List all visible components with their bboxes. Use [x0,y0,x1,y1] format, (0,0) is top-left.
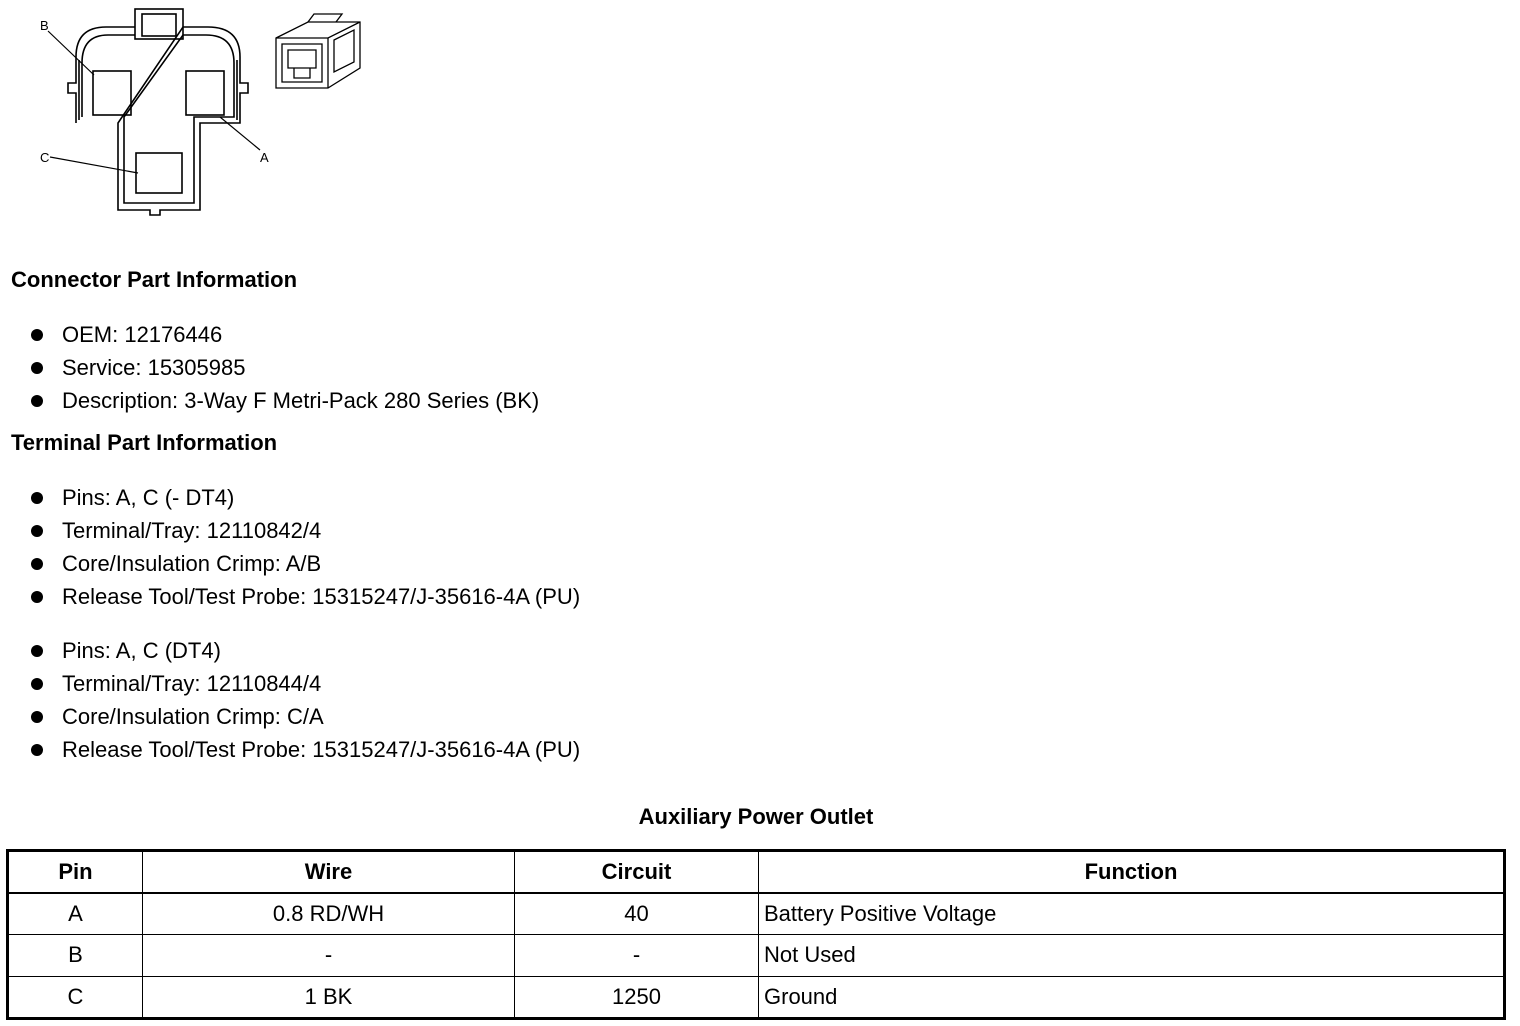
bullet-icon [31,678,43,690]
table-title: Auxiliary Power Outlet [638,804,874,829]
list-item: Terminal/Tray: 12110842/4 [28,514,580,547]
cell-function: Battery Positive Voltage [759,893,1505,935]
bullet-icon [31,558,43,570]
bullet-icon [31,744,43,756]
cell-pin: B [8,935,143,976]
label-a: A [260,150,269,165]
bullet-icon [31,329,43,341]
table-row [8,893,1505,935]
list-item: OEM: 12176446 [28,318,539,351]
bullet-icon [31,591,43,603]
bullet-icon [31,711,43,723]
list-item: Service: 15305985 [28,351,539,384]
list-item: Core/Insulation Crimp: C/A [28,700,580,733]
list-item: Description: 3-Way F Metri-Pack 280 Series (BK) [28,384,539,417]
connector-info-heading: Connector Part Information [11,267,298,292]
connector-info-list [28,318,539,417]
cell-circuit: 40 [515,893,759,935]
cell-wire: - [143,935,515,976]
label-b: B [40,18,49,33]
terminal-info-list-1 [28,481,580,613]
cell-function: Ground [759,976,1505,1018]
cell-pin: C [8,976,143,1018]
pin-table [6,849,1506,1020]
terminal-info-heading: Terminal Part Information [11,430,278,455]
list-item: Terminal/Tray: 12110844/4 [28,667,580,700]
connector-face-diagram [30,5,280,220]
bullet-icon [31,525,43,537]
list-item: Release Tool/Test Probe: 15315247/J-35616-4A (PU) [28,580,580,613]
bullet-icon [31,645,43,657]
header-wire: Wire [143,851,515,894]
terminal-info-list-2 [28,634,580,766]
cell-wire: 1 BK [143,976,515,1018]
header-pin: Pin [8,851,143,894]
table-row [8,935,1505,976]
bullet-icon [31,395,43,407]
cell-wire: 0.8 RD/WH [143,893,515,935]
table-header-row [8,851,1505,894]
cell-pin: A [8,893,143,935]
list-item: Pins: A, C (- DT4) [28,481,580,514]
table-row [8,976,1505,1018]
list-item: Pins: A, C (DT4) [28,634,580,667]
bullet-icon [31,492,43,504]
list-item: Release Tool/Test Probe: 15315247/J-35616-4A (PU) [28,733,580,766]
connector-thumbnail [268,8,366,96]
header-function: Function [759,851,1505,894]
label-c: C [40,150,50,165]
header-circuit: Circuit [515,851,759,894]
cell-circuit: 1250 [515,976,759,1018]
bullet-icon [31,362,43,374]
cell-function: Not Used [759,935,1505,976]
cell-circuit: - [515,935,759,976]
list-item: Core/Insulation Crimp: A/B [28,547,580,580]
